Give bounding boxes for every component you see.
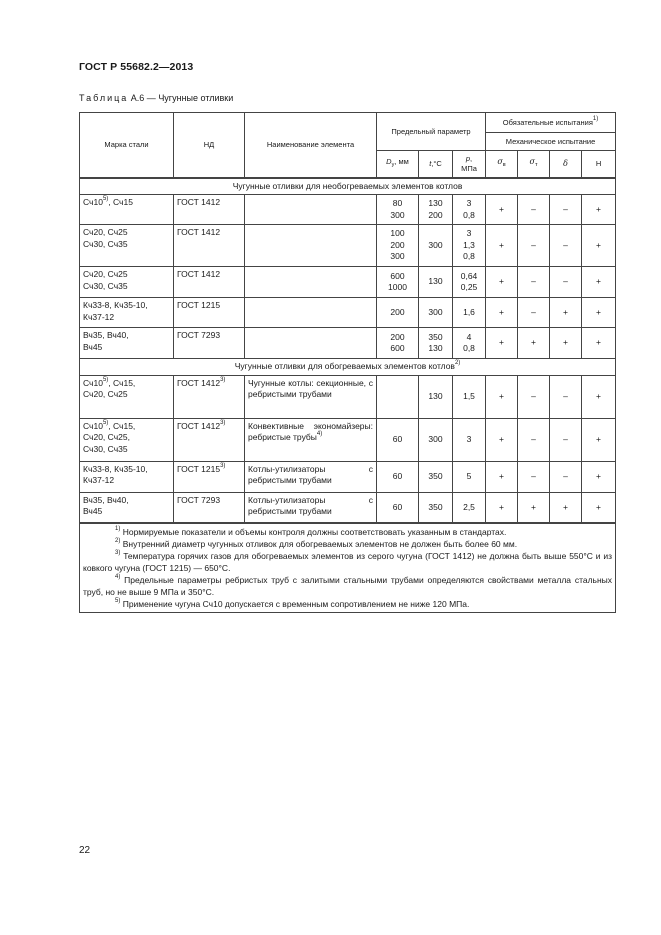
- cell-h: +: [582, 418, 616, 461]
- cell-sigma-t: –: [518, 375, 550, 418]
- cell-nd: ГОСТ 7293: [174, 328, 245, 359]
- cell-dy: 80 300: [377, 195, 419, 225]
- table-row: [80, 492, 616, 523]
- col-p-header: [453, 151, 486, 178]
- cell-p: 3: [453, 418, 486, 461]
- table-row: [80, 375, 616, 418]
- mandatory-tests-label: Обязательные испытания: [502, 117, 593, 127]
- cell-nd: ГОСТ 1412: [174, 267, 245, 298]
- cell-dy: 200 600: [377, 328, 419, 359]
- col-sigma-v-header: [486, 151, 518, 178]
- table-row: [80, 267, 616, 298]
- cell-t: 130 200: [419, 195, 453, 225]
- cell-sigma-t: –: [518, 225, 550, 267]
- cell-sigma-v: +: [486, 298, 518, 328]
- sigma-v-subscript: в: [502, 162, 506, 169]
- cell-sigma-v: +: [486, 461, 518, 492]
- cell-p: 4 0,8: [453, 328, 486, 359]
- dy-unit: , мм: [394, 157, 409, 167]
- col-sigma-t-header: [518, 151, 550, 178]
- col-limit-params-header: Предельный параметр: [377, 113, 486, 151]
- cell-delta: –: [550, 225, 582, 267]
- cell-nd: ГОСТ 1215: [174, 298, 245, 328]
- cell-dy: 600 1000: [377, 267, 419, 298]
- cell-h: +: [582, 492, 616, 523]
- cell-element: [245, 267, 377, 298]
- col-delta-header: [550, 151, 582, 178]
- dy-subscript: y: [391, 162, 395, 169]
- document-header: ГОСТ Р 55682.2—2013: [79, 61, 194, 73]
- cell-h: +: [582, 298, 616, 328]
- sigma-v-symbol: σ: [497, 157, 503, 167]
- cell-grade: Кч33-8, Кч35-10, Кч37-12: [80, 461, 174, 492]
- cell-delta: –: [550, 267, 582, 298]
- cell-delta: +: [550, 328, 582, 359]
- cell-p: 1,5: [453, 375, 486, 418]
- cell-grade: Вч35, Вч40, Вч45: [80, 328, 174, 359]
- footnote-3: $^{3)}$ Температура горячих газов для обогреваемых элементов из серого чугуна (ГОСТ 1412) не должна быть выше 550°С и из ковкого чугуна (ГОСТ 1215) — 650°С.: [83, 550, 613, 573]
- cell-h: +: [582, 195, 616, 225]
- cell-nd: ГОСТ 1412$^{3)}$: [174, 375, 245, 418]
- section-1-title: Чугунные отливки для необогреваемых элементов котлов: [80, 178, 616, 195]
- cell-delta: –: [550, 461, 582, 492]
- sigma-t-symbol: σ: [529, 157, 535, 167]
- table-row: [80, 461, 616, 492]
- cell-p: 2,5: [453, 492, 486, 523]
- col-nd-header: НД: [174, 113, 245, 178]
- cell-delta: –: [550, 375, 582, 418]
- cell-t: 300: [419, 225, 453, 267]
- table-row: [80, 418, 616, 461]
- t-unit: ,°С: [431, 158, 442, 168]
- cell-element: Котлы-утилизаторы с ребристыми трубами: [245, 461, 377, 492]
- cell-sigma-v: +: [486, 328, 518, 359]
- table-row: [80, 298, 616, 328]
- caption-title: Чугунные отливки: [158, 93, 234, 103]
- mandatory-tests-footnote: 1): [592, 116, 599, 122]
- cell-element: Котлы-утилизаторы с ребристыми трубами: [245, 492, 377, 523]
- cell-grade: Сч10$^{5)}$, Сч15, Сч20, Сч25: [80, 375, 174, 418]
- cell-t: 300: [419, 298, 453, 328]
- cell-grade: Кч33-8, Кч35-10, Кч37-12: [80, 298, 174, 328]
- cell-sigma-t: –: [518, 298, 550, 328]
- cell-element: Конвективные экономайзеры: ребристые трубы$^{4)}$: [245, 418, 377, 461]
- col-mech-test-header: Механическое испытание: [486, 133, 616, 151]
- cell-t: 350: [419, 461, 453, 492]
- cell-sigma-t: –: [518, 418, 550, 461]
- cell-delta: –: [550, 418, 582, 461]
- cell-delta: +: [550, 492, 582, 523]
- cell-element: [245, 195, 377, 225]
- notes-row: [80, 523, 616, 613]
- cell-h: +: [582, 225, 616, 267]
- dy-symbol: D: [386, 157, 392, 167]
- section-2-title: Чугунные отливки для обогреваемых элементов котлов$^{2)}$: [80, 359, 616, 376]
- cell-t: 130: [419, 267, 453, 298]
- cell-dy: 200: [377, 298, 419, 328]
- cell-t: 300: [419, 418, 453, 461]
- col-t-header: [419, 151, 453, 178]
- cell-grade: Сч10$^{5)}$, Сч15, Сч20, Сч25, Сч30, Сч35: [80, 418, 174, 461]
- cell-sigma-t: –: [518, 195, 550, 225]
- caption-number: А.6 —: [128, 93, 159, 103]
- cell-sigma-v: +: [486, 492, 518, 523]
- cell-sigma-v: +: [486, 375, 518, 418]
- cell-delta: –: [550, 195, 582, 225]
- cell-dy: 60: [377, 492, 419, 523]
- cell-dy: 60: [377, 461, 419, 492]
- col-mandatory-tests-header: [486, 113, 616, 133]
- cell-sigma-t: –: [518, 267, 550, 298]
- col-dy-header: [377, 151, 419, 178]
- cell-h: +: [582, 461, 616, 492]
- cell-delta: +: [550, 298, 582, 328]
- p-unit-mpa: МПа: [461, 163, 477, 173]
- cell-nd: ГОСТ 1412: [174, 225, 245, 267]
- table-footnotes: [80, 523, 616, 613]
- cell-element: Чугунные котлы: секционные, с ребристыми трубами: [245, 375, 377, 418]
- col-h-header: Н: [582, 151, 616, 178]
- col-element-header: Наименование элемента: [245, 113, 377, 178]
- cell-grade: Сч10$^{5)}$, Сч15: [80, 195, 174, 225]
- sigma-t-subscript: т: [534, 162, 538, 169]
- cell-element: [245, 298, 377, 328]
- footnote-2: $^{2)}$ Внутренний диаметр чугунных отливок для обогреваемых элементов не должен быть более 60 мм.: [115, 538, 518, 549]
- cell-sigma-v: +: [486, 267, 518, 298]
- cast-iron-table: [79, 112, 616, 613]
- cell-p: 5: [453, 461, 486, 492]
- cell-nd: ГОСТ 1412: [174, 195, 245, 225]
- t-symbol: t: [429, 158, 432, 168]
- cell-grade: Сч20, Сч25 Сч30, Сч35: [80, 267, 174, 298]
- cell-dy: 60: [377, 418, 419, 461]
- cell-h: +: [582, 375, 616, 418]
- cell-dy: [377, 375, 419, 418]
- footnote-4: $^{4)}$ Предельные параметры ребристых труб с залитыми стальными трубами определяются свойствами металла стальных труб, но не выше 9 МПа и 350°С.: [83, 574, 613, 597]
- cell-element: [245, 328, 377, 359]
- table-caption: [79, 93, 233, 103]
- cell-sigma-t: +: [518, 492, 550, 523]
- cell-sigma-v: +: [486, 225, 518, 267]
- footnote-5: $^{5)}$ Применение чугуна Сч10 допускается с временным сопротивлением не ниже 120 МПа.: [115, 598, 470, 609]
- page-number: 22: [79, 845, 91, 856]
- cell-grade: Вч35, Вч40, Вч45: [80, 492, 174, 523]
- cell-element: [245, 225, 377, 267]
- cell-t: 350 130: [419, 328, 453, 359]
- col-grade-header: Марка стали: [80, 113, 174, 178]
- table-row: [80, 225, 616, 267]
- cell-t: 130: [419, 375, 453, 418]
- footnote-1: $^{1)}$ Нормируемые показатели и объемы контроля должны соответствовать указанным в стандартах.: [115, 526, 507, 537]
- cell-p: 3 1,3 0,8: [453, 225, 486, 267]
- cell-dy: 100 200 300: [377, 225, 419, 267]
- cell-p: 3 0,8: [453, 195, 486, 225]
- caption-prefix: Таблица: [79, 93, 129, 103]
- cell-t: 350: [419, 492, 453, 523]
- p-symbol: p: [465, 153, 471, 163]
- cell-sigma-t: –: [518, 461, 550, 492]
- table-row: [80, 195, 616, 225]
- cell-h: +: [582, 328, 616, 359]
- delta-symbol: δ: [563, 158, 568, 168]
- cell-p: 0,64 0,25: [453, 267, 486, 298]
- cell-nd: ГОСТ 1215$^{3)}$: [174, 461, 245, 492]
- cell-h: +: [582, 267, 616, 298]
- cell-grade: Сч20, Сч25 Сч30, Сч35: [80, 225, 174, 267]
- section-heading-row: [80, 178, 616, 195]
- cell-nd: ГОСТ 1412$^{3)}$: [174, 418, 245, 461]
- cell-sigma-v: +: [486, 195, 518, 225]
- table-row: [80, 328, 616, 359]
- cell-p: 1,6: [453, 298, 486, 328]
- cell-sigma-t: +: [518, 328, 550, 359]
- p-unit: ,: [470, 153, 473, 163]
- section-heading-row: [80, 359, 616, 376]
- cell-nd: ГОСТ 7293: [174, 492, 245, 523]
- cell-sigma-v: +: [486, 418, 518, 461]
